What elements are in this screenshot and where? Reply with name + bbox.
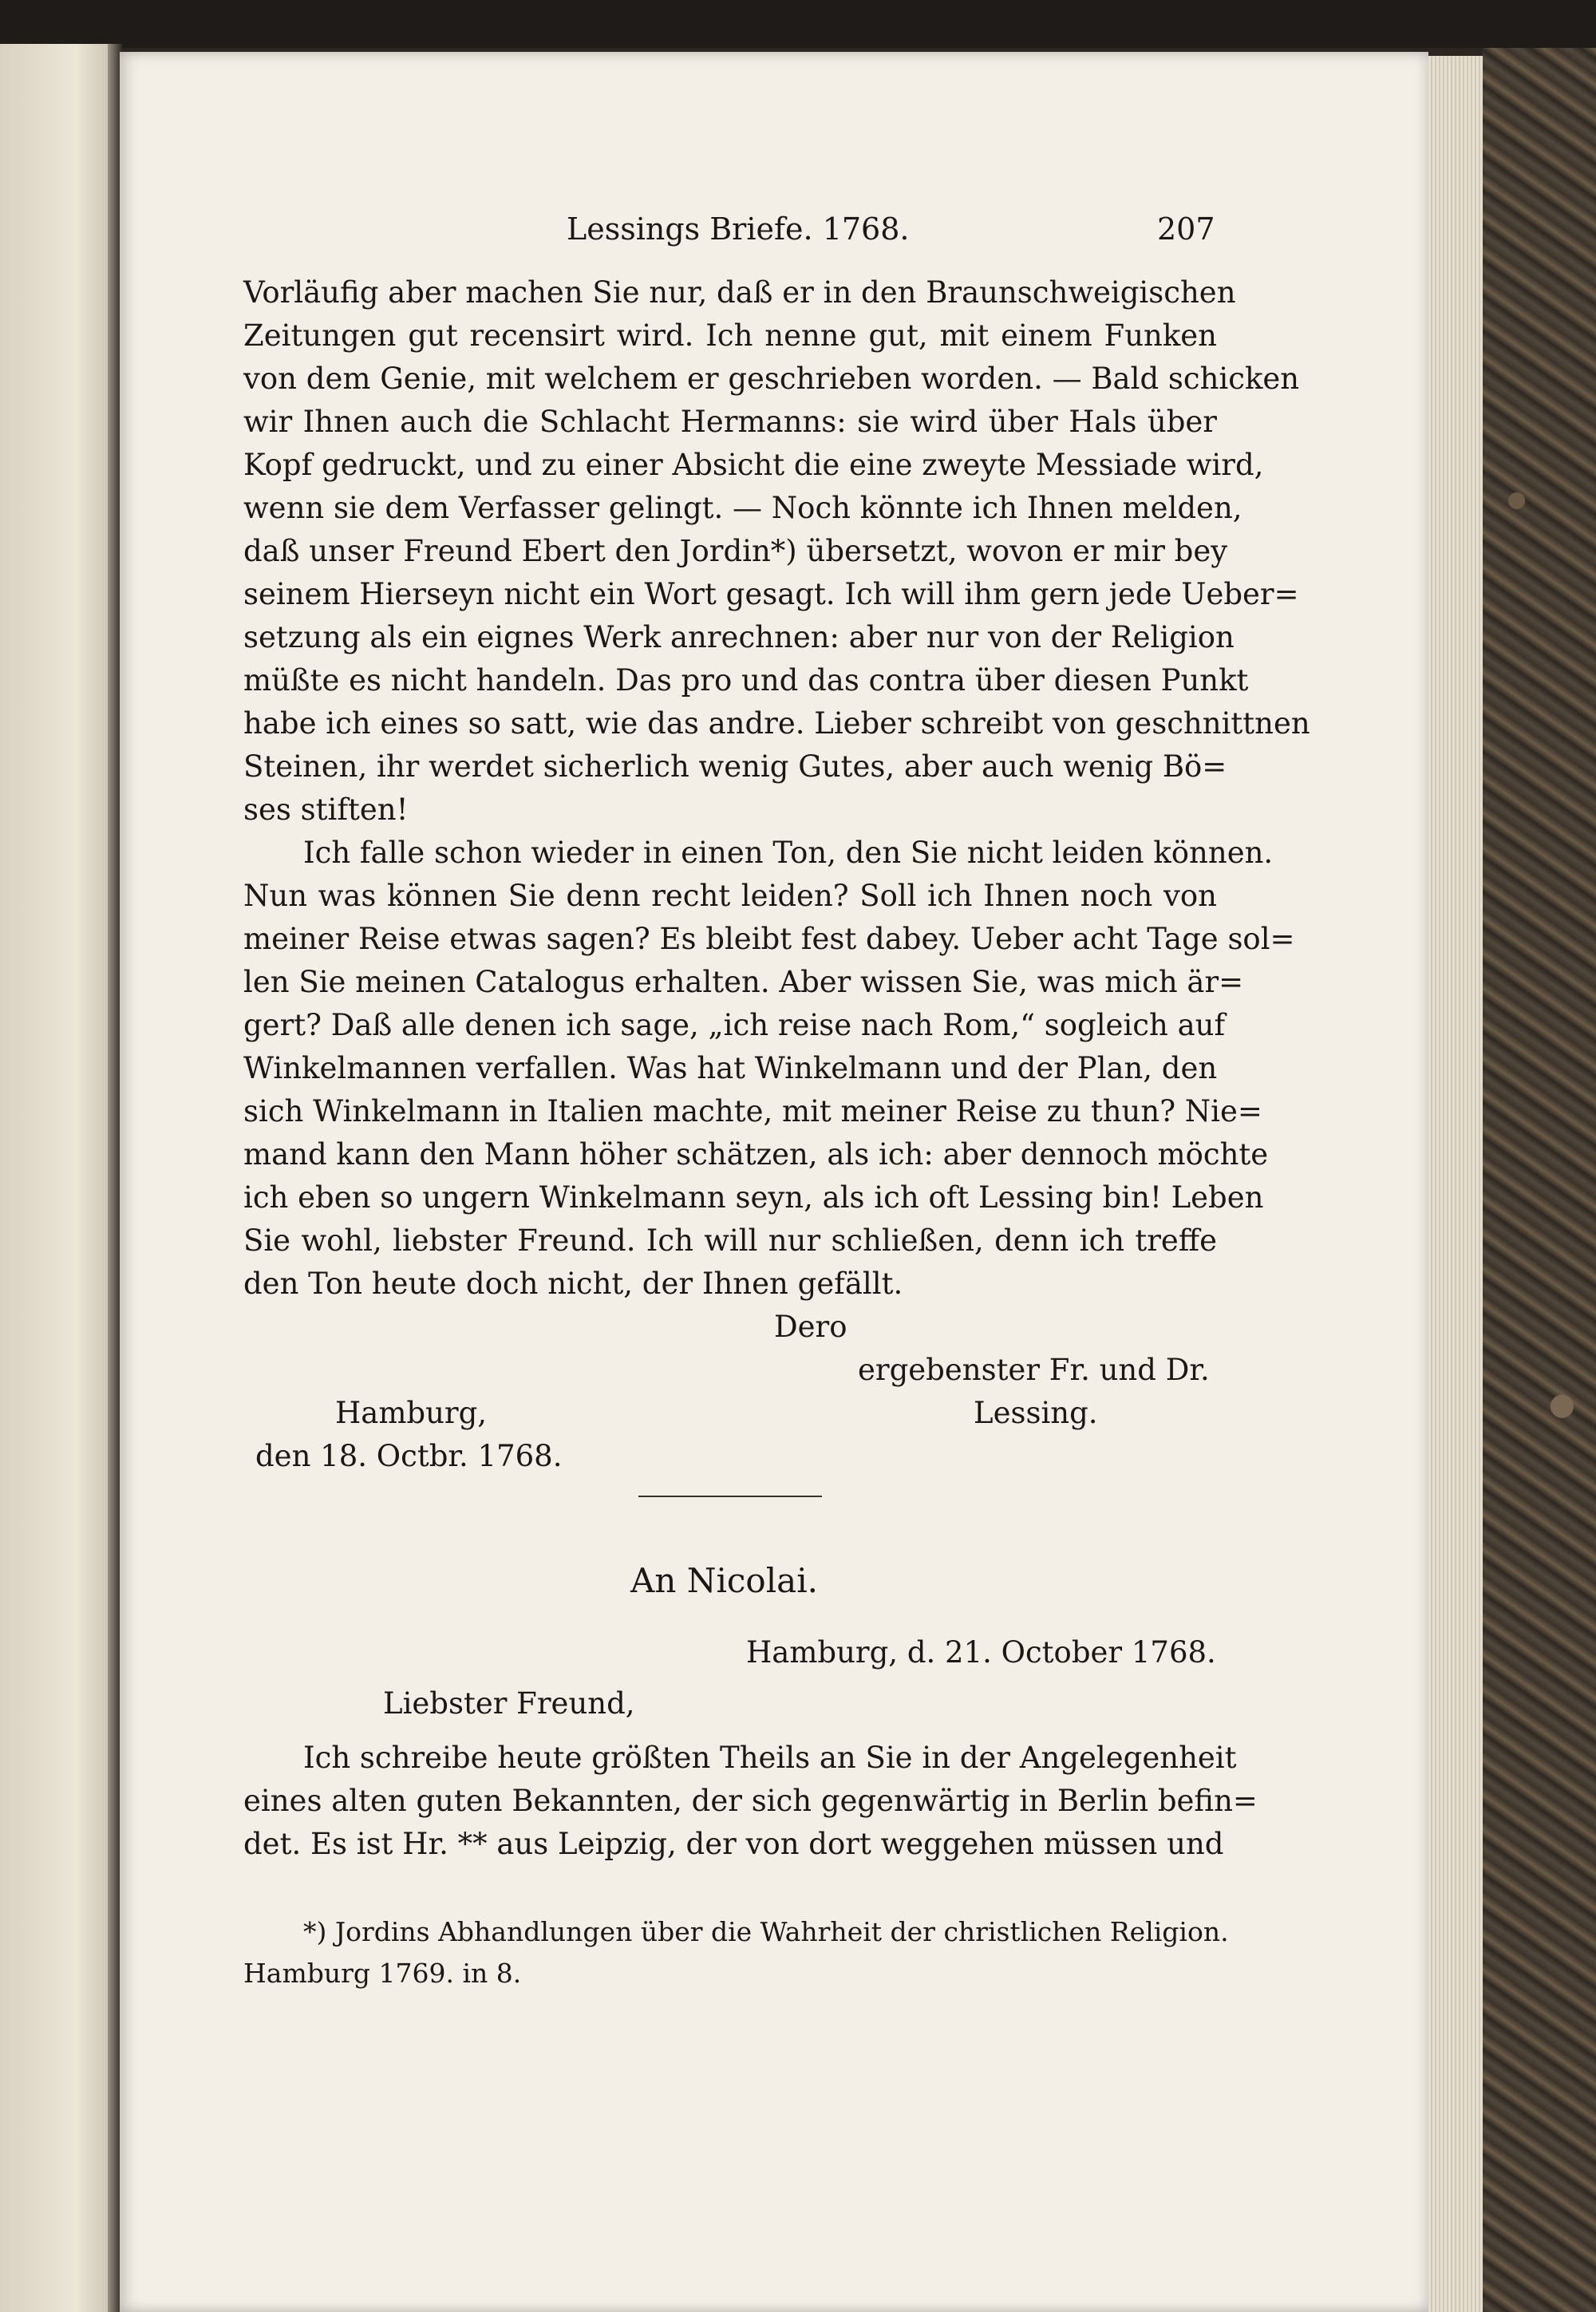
body-line: Winkelmannen verfallen. Was hat Winkelmann und der Plan, den — [243, 1051, 1218, 1085]
signature: Lessing. — [974, 1396, 1098, 1430]
left-page-edge — [0, 44, 108, 2312]
body-line: det. Es ist Hr. ** aus Leipzig, der von dort weggehen müssen und — [243, 1827, 1224, 1861]
letter-date: den 18. Octbr. 1768. — [255, 1439, 563, 1473]
body-line: Zeitungen gut recensirt wird. Ich nenne gut, mit einem Funken — [243, 318, 1217, 353]
marbled-cover — [1483, 48, 1596, 2312]
letter-dateline: Hamburg, d. 21. October 1768. — [746, 1635, 1216, 1670]
page-block-edge — [1428, 56, 1484, 2312]
body-line: wir Ihnen auch die Schlacht Hermanns: sie wird über Hals über — [243, 405, 1217, 439]
body-line: Steinen, ihr werdet sicherlich wenig Gutes, aber auch wenig Bö= — [243, 749, 1227, 784]
body-line: sich Winkelmann in Italien machte, mit meiner Reise zu thun? Nie= — [243, 1094, 1262, 1128]
body-line: von dem Genie, mit welchem er geschrieben worden. — Bald schicken — [243, 362, 1300, 396]
running-title: Lessings Briefe. 1768. — [567, 211, 910, 247]
closing-line: ergebenster Fr. und Dr. — [858, 1353, 1210, 1387]
body-line: Sie wohl, liebster Freund. Ich will nur schließen, denn ich treffe — [243, 1223, 1217, 1258]
body-line: seinem Hierseyn nicht ein Wort gesagt. Ich will ihm gern jede Ueber= — [243, 577, 1299, 611]
section-divider — [638, 1496, 822, 1497]
body-line: daß unser Freund Ebert den Jordin*) übersetzt, wovon er mir bey — [243, 534, 1228, 568]
footnote-line: Hamburg 1769. in 8. — [243, 1958, 522, 1989]
body-line: mand kann den Mann höher schätzen, als ich: aber dennoch möchte — [243, 1137, 1269, 1172]
body-line: gert? Daß alle denen ich sage, „ich reise nach Rom,“ sogleich auf — [243, 1008, 1226, 1042]
body-line: Nun was können Sie denn recht leiden? Soll ich Ihnen noch von — [243, 879, 1217, 913]
letter-heading: An Nicolai. — [630, 1561, 818, 1600]
body-line: setzung als ein eignes Werk anrechnen: aber nur von der Religion — [243, 620, 1235, 654]
body-line: Vorläufig aber machen Sie nur, daß er in den Braunschweigischen — [243, 275, 1236, 310]
body-line: meiner Reise etwas sagen? Es bleibt fest dabey. Ueber acht Tage sol= — [243, 922, 1295, 956]
page-number: 207 — [1157, 211, 1215, 247]
body-line: len Sie meinen Catalogus erhalten. Aber wissen Sie, was mich är= — [243, 965, 1244, 999]
body-line: wenn sie dem Verfasser gelingt. — Noch könnte ich Ihnen melden, — [243, 491, 1242, 525]
footnote-line: *) Jordins Abhandlungen über die Wahrheit der christlichen Religion. — [303, 1916, 1229, 1947]
body-line: den Ton heute doch nicht, der Ihnen gefällt. — [243, 1267, 903, 1301]
letter-place: Hamburg, — [335, 1396, 488, 1430]
body-line: eines alten guten Bekannten, der sich gegenwärtig in Berlin befin= — [243, 1784, 1258, 1818]
body-line: Kopf gedruckt, und zu einer Absicht die eine zweyte Messiade wird, — [243, 448, 1264, 482]
body-line: ich eben so ungern Winkelmann seyn, als ich oft Lessing bin! Leben — [243, 1180, 1264, 1215]
body-line: Ich schreibe heute größten Theils an Sie in der Angelegenheit — [303, 1741, 1237, 1775]
body-line: Ich falle schon wieder in einen Ton, den Sie nicht leiden können. — [303, 836, 1274, 870]
background-top — [0, 0, 1596, 48]
body-line: müßte es nicht handeln. Das pro und das contra über diesen Punkt — [243, 663, 1249, 698]
body-line: habe ich eines so satt, wie das andre. Lieber schreibt von geschnittnen — [243, 706, 1310, 741]
closing-dero: Dero — [774, 1310, 847, 1344]
body-line: ses stiften! — [243, 792, 409, 827]
salutation: Liebster Freund, — [383, 1686, 635, 1721]
